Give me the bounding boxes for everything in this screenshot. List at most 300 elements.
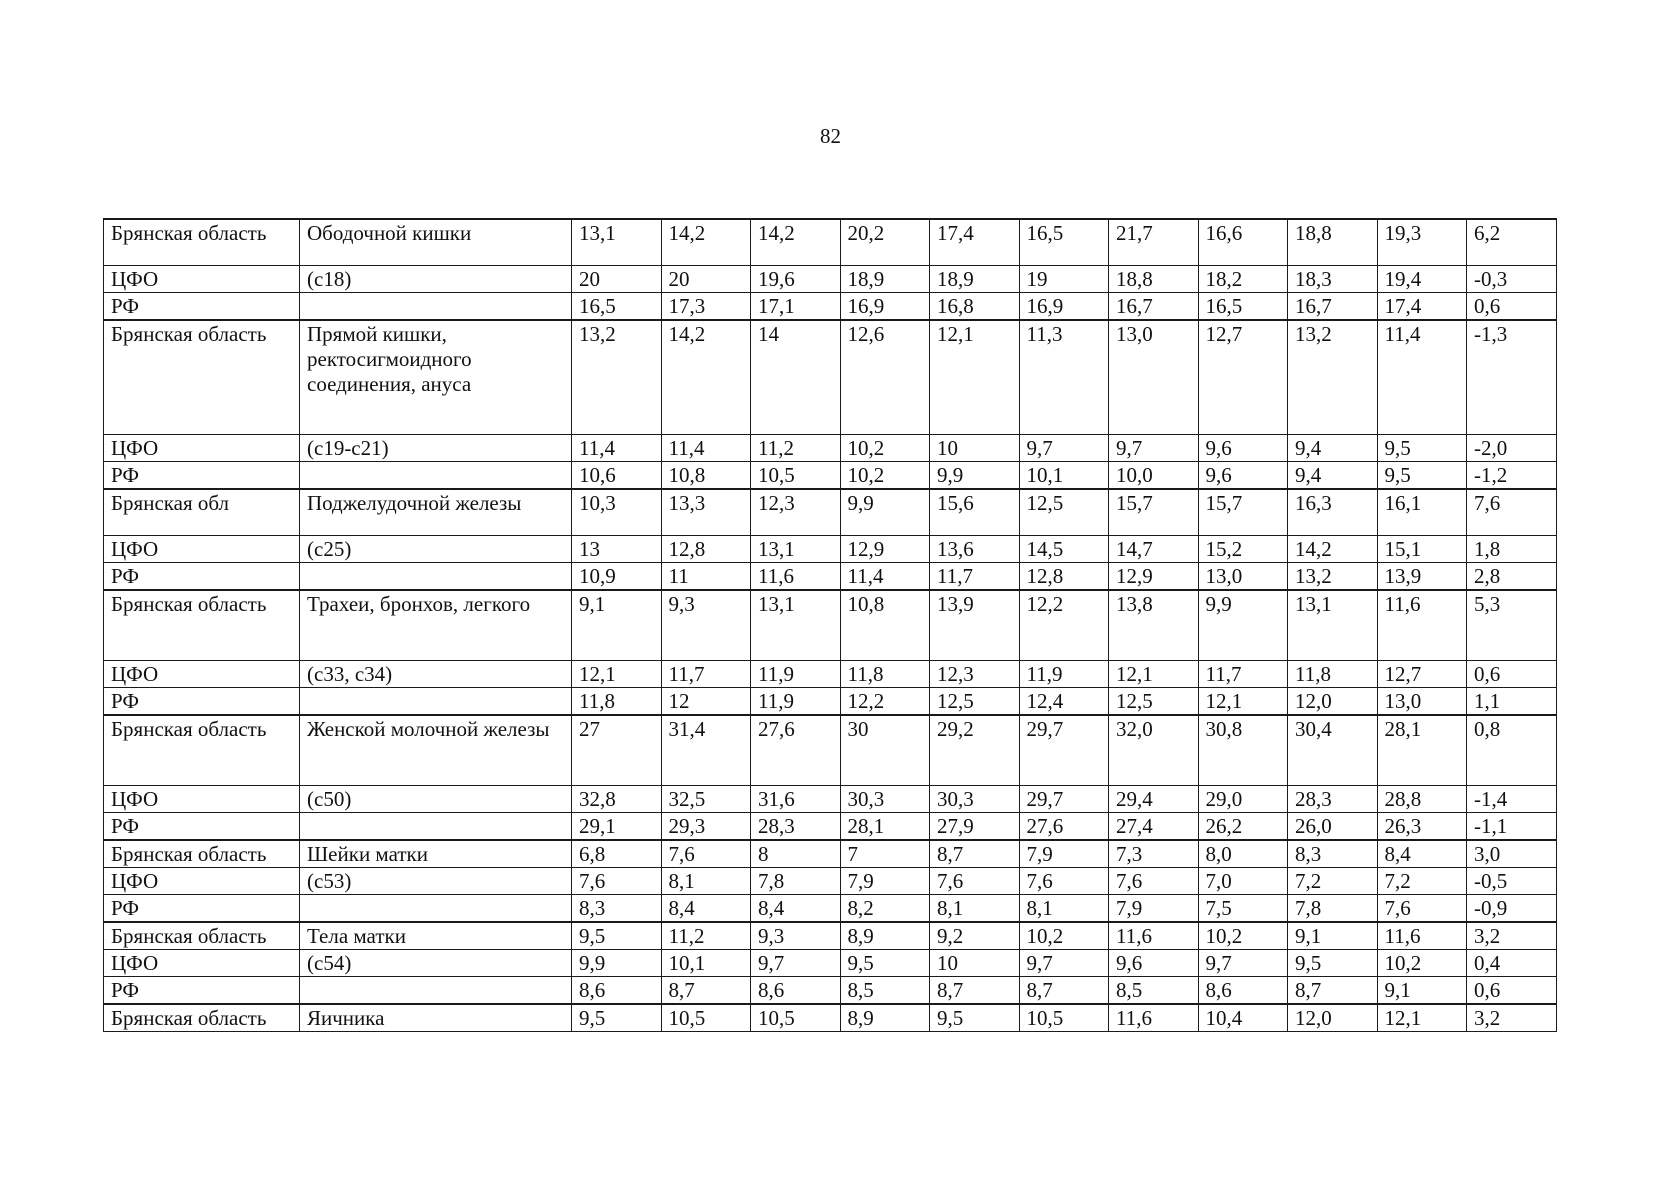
value-cell: 8,9 bbox=[840, 1004, 930, 1032]
value-cell: 13,3 bbox=[661, 489, 751, 536]
value-cell: 11,4 bbox=[661, 435, 751, 462]
table-body bbox=[104, 219, 1557, 1032]
value-cell: 9,7 bbox=[1198, 950, 1288, 977]
table-row bbox=[104, 950, 1557, 977]
table-row bbox=[104, 895, 1557, 923]
value-cell: 18,2 bbox=[1198, 266, 1288, 293]
region-cell: Брянская область bbox=[104, 320, 300, 435]
topic-cell: Женской молочной железы bbox=[300, 715, 572, 786]
value-cell: 17,1 bbox=[751, 293, 841, 321]
value-cell: 7 bbox=[840, 840, 930, 868]
table-row bbox=[104, 462, 1557, 490]
value-cell: 8,6 bbox=[572, 977, 662, 1005]
code-cell bbox=[300, 462, 572, 490]
value-cell: 9,1 bbox=[1288, 922, 1378, 950]
value-cell: 12,7 bbox=[1377, 661, 1467, 688]
value-cell: 13,8 bbox=[1109, 590, 1199, 661]
value-cell: 16,5 bbox=[1198, 293, 1288, 321]
value-cell: 15,6 bbox=[930, 489, 1020, 536]
change-cell: 3,2 bbox=[1467, 922, 1557, 950]
page-number: 82 bbox=[820, 124, 841, 148]
value-cell: 8,3 bbox=[572, 895, 662, 923]
value-cell: 9,4 bbox=[1288, 435, 1378, 462]
value-cell: 13,0 bbox=[1377, 688, 1467, 716]
value-cell: 30,3 bbox=[930, 786, 1020, 813]
value-cell: 7,6 bbox=[930, 868, 1020, 895]
value-cell: 14,2 bbox=[661, 219, 751, 266]
code-cell: (с19-с21) bbox=[300, 435, 572, 462]
value-cell: 6,8 bbox=[572, 840, 662, 868]
table-row bbox=[104, 688, 1557, 716]
value-cell: 10,2 bbox=[1019, 922, 1109, 950]
value-cell: 8,7 bbox=[930, 840, 1020, 868]
value-cell: 13,9 bbox=[930, 590, 1020, 661]
value-cell: 9,3 bbox=[751, 922, 841, 950]
code-cell bbox=[300, 813, 572, 841]
value-cell: 16,9 bbox=[840, 293, 930, 321]
value-cell: 8,3 bbox=[1288, 840, 1378, 868]
change-cell: 0,4 bbox=[1467, 950, 1557, 977]
value-cell: 11,7 bbox=[661, 661, 751, 688]
value-cell: 12,3 bbox=[751, 489, 841, 536]
value-cell: 8,7 bbox=[930, 977, 1020, 1005]
value-cell: 13,2 bbox=[1288, 563, 1378, 591]
change-cell: 0,6 bbox=[1467, 293, 1557, 321]
region-cell: РФ bbox=[104, 688, 300, 716]
value-cell: 12,5 bbox=[1019, 489, 1109, 536]
table-row bbox=[104, 536, 1557, 563]
change-cell: -1,1 bbox=[1467, 813, 1557, 841]
value-cell: 11,6 bbox=[751, 563, 841, 591]
value-cell: 10,1 bbox=[1019, 462, 1109, 490]
value-cell: 7,9 bbox=[840, 868, 930, 895]
value-cell: 11,6 bbox=[1109, 922, 1199, 950]
value-cell: 8 bbox=[751, 840, 841, 868]
code-cell: (с25) bbox=[300, 536, 572, 563]
value-cell: 17,4 bbox=[930, 219, 1020, 266]
value-cell: 16,5 bbox=[1019, 219, 1109, 266]
code-cell: (с33, с34) bbox=[300, 661, 572, 688]
value-cell: 29,7 bbox=[1019, 786, 1109, 813]
value-cell: 8,1 bbox=[930, 895, 1020, 923]
region-cell: РФ bbox=[104, 813, 300, 841]
code-cell: (с54) bbox=[300, 950, 572, 977]
value-cell: 8,1 bbox=[661, 868, 751, 895]
change-cell: -0,5 bbox=[1467, 868, 1557, 895]
value-cell: 11,4 bbox=[1377, 320, 1467, 435]
region-cell: Брянская обл bbox=[104, 489, 300, 536]
value-cell: 16,7 bbox=[1109, 293, 1199, 321]
table-row bbox=[104, 813, 1557, 841]
topic-cell: Яичника bbox=[300, 1004, 572, 1032]
value-cell: 12,1 bbox=[1377, 1004, 1467, 1032]
value-cell: 9,5 bbox=[1377, 462, 1467, 490]
value-cell: 11,9 bbox=[751, 661, 841, 688]
value-cell: 13,1 bbox=[751, 536, 841, 563]
change-cell: 1,8 bbox=[1467, 536, 1557, 563]
value-cell: 9,6 bbox=[1198, 435, 1288, 462]
change-cell: -1,4 bbox=[1467, 786, 1557, 813]
value-cell: 10,0 bbox=[1109, 462, 1199, 490]
value-cell: 11,9 bbox=[1019, 661, 1109, 688]
change-cell: 0,6 bbox=[1467, 977, 1557, 1005]
value-cell: 8,2 bbox=[840, 895, 930, 923]
value-cell: 9,9 bbox=[1198, 590, 1288, 661]
value-cell: 13,0 bbox=[1109, 320, 1199, 435]
change-cell: 2,8 bbox=[1467, 563, 1557, 591]
value-cell: 30,4 bbox=[1288, 715, 1378, 786]
value-cell: 8,0 bbox=[1198, 840, 1288, 868]
table-row bbox=[104, 868, 1557, 895]
change-cell: 6,2 bbox=[1467, 219, 1557, 266]
value-cell: 7,2 bbox=[1288, 868, 1378, 895]
value-cell: 7,9 bbox=[1109, 895, 1199, 923]
value-cell: 29,2 bbox=[930, 715, 1020, 786]
value-cell: 27,9 bbox=[930, 813, 1020, 841]
value-cell: 8,4 bbox=[1377, 840, 1467, 868]
region-cell: ЦФО bbox=[104, 661, 300, 688]
value-cell: 29,4 bbox=[1109, 786, 1199, 813]
table-row bbox=[104, 320, 1557, 435]
value-cell: 10,2 bbox=[1377, 950, 1467, 977]
region-cell: Брянская область bbox=[104, 1004, 300, 1032]
value-cell: 7,8 bbox=[751, 868, 841, 895]
table-row bbox=[104, 590, 1557, 661]
value-cell: 17,3 bbox=[661, 293, 751, 321]
change-cell: -1,2 bbox=[1467, 462, 1557, 490]
change-cell: 7,6 bbox=[1467, 489, 1557, 536]
value-cell: 7,8 bbox=[1288, 895, 1378, 923]
table-row bbox=[104, 293, 1557, 321]
value-cell: 12,5 bbox=[1109, 688, 1199, 716]
value-cell: 16,3 bbox=[1288, 489, 1378, 536]
value-cell: 14,2 bbox=[661, 320, 751, 435]
value-cell: 27 bbox=[572, 715, 662, 786]
table-row bbox=[104, 219, 1557, 266]
value-cell: 9,7 bbox=[751, 950, 841, 977]
value-cell: 28,1 bbox=[1377, 715, 1467, 786]
region-cell: Брянская область bbox=[104, 922, 300, 950]
value-cell: 9,6 bbox=[1198, 462, 1288, 490]
value-cell: 12,4 bbox=[1019, 688, 1109, 716]
topic-cell: Прямой кишки, ректосигмоидного соединения, ануса bbox=[300, 320, 572, 435]
table-row bbox=[104, 922, 1557, 950]
value-cell: 20 bbox=[661, 266, 751, 293]
table-row bbox=[104, 977, 1557, 1005]
change-cell: -1,3 bbox=[1467, 320, 1557, 435]
value-cell: 13,9 bbox=[1377, 563, 1467, 591]
topic-cell: Тела матки bbox=[300, 922, 572, 950]
value-cell: 11,8 bbox=[840, 661, 930, 688]
region-cell: РФ bbox=[104, 293, 300, 321]
code-cell bbox=[300, 563, 572, 591]
value-cell: 10,5 bbox=[751, 462, 841, 490]
value-cell: 31,4 bbox=[661, 715, 751, 786]
value-cell: 32,0 bbox=[1109, 715, 1199, 786]
change-cell: 0,6 bbox=[1467, 661, 1557, 688]
value-cell: 9,2 bbox=[930, 922, 1020, 950]
value-cell: 19,6 bbox=[751, 266, 841, 293]
value-cell: 12,6 bbox=[840, 320, 930, 435]
value-cell: 17,4 bbox=[1377, 293, 1467, 321]
topic-cell: Ободочной кишки bbox=[300, 219, 572, 266]
value-cell: 8,4 bbox=[661, 895, 751, 923]
value-cell: 9,3 bbox=[661, 590, 751, 661]
value-cell: 15,2 bbox=[1198, 536, 1288, 563]
value-cell: 15,1 bbox=[1377, 536, 1467, 563]
value-cell: 8,6 bbox=[751, 977, 841, 1005]
value-cell: 10,5 bbox=[1019, 1004, 1109, 1032]
value-cell: 16,8 bbox=[930, 293, 1020, 321]
change-cell: 5,3 bbox=[1467, 590, 1557, 661]
value-cell: 7,5 bbox=[1198, 895, 1288, 923]
value-cell: 21,7 bbox=[1109, 219, 1199, 266]
value-cell: 12,1 bbox=[572, 661, 662, 688]
region-cell: ЦФО bbox=[104, 786, 300, 813]
value-cell: 12,1 bbox=[1198, 688, 1288, 716]
change-cell: 1,1 bbox=[1467, 688, 1557, 716]
value-cell: 7,3 bbox=[1109, 840, 1199, 868]
region-cell: Брянская область bbox=[104, 715, 300, 786]
value-cell: 14,7 bbox=[1109, 536, 1199, 563]
code-cell bbox=[300, 977, 572, 1005]
value-cell: 7,2 bbox=[1377, 868, 1467, 895]
value-cell: 12,8 bbox=[661, 536, 751, 563]
value-cell: 11,4 bbox=[572, 435, 662, 462]
value-cell: 32,8 bbox=[572, 786, 662, 813]
code-cell: (с53) bbox=[300, 868, 572, 895]
change-cell: -2,0 bbox=[1467, 435, 1557, 462]
region-cell: ЦФО bbox=[104, 266, 300, 293]
value-cell: 11,4 bbox=[840, 563, 930, 591]
value-cell: 18,8 bbox=[1109, 266, 1199, 293]
value-cell: 14,2 bbox=[1288, 536, 1378, 563]
value-cell: 14,5 bbox=[1019, 536, 1109, 563]
value-cell: 26,0 bbox=[1288, 813, 1378, 841]
value-cell: 10,2 bbox=[840, 435, 930, 462]
region-cell: ЦФО bbox=[104, 950, 300, 977]
value-cell: 15,7 bbox=[1198, 489, 1288, 536]
value-cell: 13 bbox=[572, 536, 662, 563]
value-cell: 14 bbox=[751, 320, 841, 435]
value-cell: 13,1 bbox=[1288, 590, 1378, 661]
value-cell: 9,7 bbox=[1109, 435, 1199, 462]
value-cell: 12,1 bbox=[930, 320, 1020, 435]
region-cell: ЦФО bbox=[104, 868, 300, 895]
region-cell: РФ bbox=[104, 895, 300, 923]
value-cell: 11,2 bbox=[751, 435, 841, 462]
value-cell: 7,0 bbox=[1198, 868, 1288, 895]
value-cell: 13,2 bbox=[1288, 320, 1378, 435]
value-cell: 13,1 bbox=[751, 590, 841, 661]
value-cell: 19,4 bbox=[1377, 266, 1467, 293]
value-cell: 11,6 bbox=[1377, 590, 1467, 661]
value-cell: 8,1 bbox=[1019, 895, 1109, 923]
value-cell: 8,5 bbox=[1109, 977, 1199, 1005]
value-cell: 9,5 bbox=[840, 950, 930, 977]
value-cell: 29,1 bbox=[572, 813, 662, 841]
table-row bbox=[104, 489, 1557, 536]
region-cell: Брянская область bbox=[104, 590, 300, 661]
value-cell: 11,8 bbox=[1288, 661, 1378, 688]
change-cell: -0,3 bbox=[1467, 266, 1557, 293]
value-cell: 15,7 bbox=[1109, 489, 1199, 536]
value-cell: 7,9 bbox=[1019, 840, 1109, 868]
value-cell: 20,2 bbox=[840, 219, 930, 266]
value-cell: 7,6 bbox=[1377, 895, 1467, 923]
code-cell: (с50) bbox=[300, 786, 572, 813]
value-cell: 8,7 bbox=[661, 977, 751, 1005]
value-cell: 12,7 bbox=[1198, 320, 1288, 435]
value-cell: 16,1 bbox=[1377, 489, 1467, 536]
value-cell: 12,2 bbox=[840, 688, 930, 716]
value-cell: 16,6 bbox=[1198, 219, 1288, 266]
value-cell: 9,1 bbox=[572, 590, 662, 661]
topic-cell: Трахеи, бронхов, легкого bbox=[300, 590, 572, 661]
value-cell: 9,4 bbox=[1288, 462, 1378, 490]
table-row bbox=[104, 266, 1557, 293]
value-cell: 14,2 bbox=[751, 219, 841, 266]
value-cell: 8,9 bbox=[840, 922, 930, 950]
region-cell: ЦФО bbox=[104, 536, 300, 563]
value-cell: 30 bbox=[840, 715, 930, 786]
value-cell: 27,6 bbox=[751, 715, 841, 786]
value-cell: 12,9 bbox=[1109, 563, 1199, 591]
value-cell: 12,0 bbox=[1288, 1004, 1378, 1032]
value-cell: 9,5 bbox=[572, 922, 662, 950]
value-cell: 18,3 bbox=[1288, 266, 1378, 293]
value-cell: 26,3 bbox=[1377, 813, 1467, 841]
table-row bbox=[104, 840, 1557, 868]
value-cell: 9,1 bbox=[1377, 977, 1467, 1005]
value-cell: 11,7 bbox=[1198, 661, 1288, 688]
code-cell bbox=[300, 688, 572, 716]
change-cell: 3,2 bbox=[1467, 1004, 1557, 1032]
value-cell: 16,9 bbox=[1019, 293, 1109, 321]
value-cell: 7,6 bbox=[661, 840, 751, 868]
value-cell: 8,7 bbox=[1288, 977, 1378, 1005]
value-cell: 13,0 bbox=[1198, 563, 1288, 591]
value-cell: 9,7 bbox=[1019, 950, 1109, 977]
value-cell: 30,3 bbox=[840, 786, 930, 813]
value-cell: 11,3 bbox=[1019, 320, 1109, 435]
value-cell: 29,0 bbox=[1198, 786, 1288, 813]
value-cell: 10,3 bbox=[572, 489, 662, 536]
value-cell: 11,7 bbox=[930, 563, 1020, 591]
value-cell: 9,7 bbox=[1019, 435, 1109, 462]
table-row bbox=[104, 661, 1557, 688]
value-cell: 13,1 bbox=[572, 219, 662, 266]
value-cell: 13,6 bbox=[930, 536, 1020, 563]
region-cell: Брянская область bbox=[104, 219, 300, 266]
value-cell: 18,9 bbox=[840, 266, 930, 293]
value-cell: 10,5 bbox=[751, 1004, 841, 1032]
value-cell: 9,5 bbox=[930, 1004, 1020, 1032]
value-cell: 10 bbox=[930, 435, 1020, 462]
region-cell: РФ bbox=[104, 563, 300, 591]
value-cell: 12,2 bbox=[1019, 590, 1109, 661]
topic-cell: Поджелудочной железы bbox=[300, 489, 572, 536]
value-cell: 10 bbox=[930, 950, 1020, 977]
value-cell: 28,8 bbox=[1377, 786, 1467, 813]
value-cell: 10,5 bbox=[661, 1004, 751, 1032]
code-cell: (с18) bbox=[300, 266, 572, 293]
value-cell: 11 bbox=[661, 563, 751, 591]
value-cell: 16,7 bbox=[1288, 293, 1378, 321]
value-cell: 9,5 bbox=[572, 1004, 662, 1032]
region-cell: Брянская область bbox=[104, 840, 300, 868]
value-cell: 29,3 bbox=[661, 813, 751, 841]
value-cell: 19 bbox=[1019, 266, 1109, 293]
region-cell: РФ bbox=[104, 462, 300, 490]
table-row bbox=[104, 435, 1557, 462]
value-cell: 29,7 bbox=[1019, 715, 1109, 786]
value-cell: 8,5 bbox=[840, 977, 930, 1005]
region-cell: РФ bbox=[104, 977, 300, 1005]
value-cell: 18,8 bbox=[1288, 219, 1378, 266]
table-row bbox=[104, 1004, 1557, 1032]
value-cell: 16,5 bbox=[572, 293, 662, 321]
value-cell: 9,9 bbox=[930, 462, 1020, 490]
value-cell: 12,0 bbox=[1288, 688, 1378, 716]
value-cell: 9,5 bbox=[1377, 435, 1467, 462]
change-cell: -0,9 bbox=[1467, 895, 1557, 923]
value-cell: 7,6 bbox=[1019, 868, 1109, 895]
value-cell: 10,8 bbox=[661, 462, 751, 490]
value-cell: 11,2 bbox=[661, 922, 751, 950]
value-cell: 30,8 bbox=[1198, 715, 1288, 786]
change-cell: 0,8 bbox=[1467, 715, 1557, 786]
value-cell: 10,6 bbox=[572, 462, 662, 490]
value-cell: 26,2 bbox=[1198, 813, 1288, 841]
value-cell: 10,1 bbox=[661, 950, 751, 977]
value-cell: 8,7 bbox=[1019, 977, 1109, 1005]
value-cell: 10,2 bbox=[1198, 922, 1288, 950]
value-cell: 18,9 bbox=[930, 266, 1020, 293]
value-cell: 9,5 bbox=[1288, 950, 1378, 977]
region-cell: ЦФО bbox=[104, 435, 300, 462]
value-cell: 32,5 bbox=[661, 786, 751, 813]
value-cell: 12,1 bbox=[1109, 661, 1199, 688]
value-cell: 28,3 bbox=[1288, 786, 1378, 813]
value-cell: 12,5 bbox=[930, 688, 1020, 716]
table-row bbox=[104, 786, 1557, 813]
value-cell: 11,6 bbox=[1377, 922, 1467, 950]
value-cell: 12,9 bbox=[840, 536, 930, 563]
value-cell: 13,2 bbox=[572, 320, 662, 435]
incidence-table bbox=[103, 218, 1557, 1032]
change-cell: 3,0 bbox=[1467, 840, 1557, 868]
value-cell: 12 bbox=[661, 688, 751, 716]
value-cell: 27,6 bbox=[1019, 813, 1109, 841]
code-cell bbox=[300, 895, 572, 923]
value-cell: 11,9 bbox=[751, 688, 841, 716]
value-cell: 27,4 bbox=[1109, 813, 1199, 841]
value-cell: 12,8 bbox=[1019, 563, 1109, 591]
value-cell: 11,8 bbox=[572, 688, 662, 716]
code-cell bbox=[300, 293, 572, 321]
value-cell: 10,2 bbox=[840, 462, 930, 490]
value-cell: 28,3 bbox=[751, 813, 841, 841]
value-cell: 9,9 bbox=[840, 489, 930, 536]
value-cell: 12,3 bbox=[930, 661, 1020, 688]
table-row bbox=[104, 563, 1557, 591]
value-cell: 7,6 bbox=[1109, 868, 1199, 895]
value-cell: 8,6 bbox=[1198, 977, 1288, 1005]
value-cell: 10,9 bbox=[572, 563, 662, 591]
value-cell: 9,6 bbox=[1109, 950, 1199, 977]
value-cell: 8,4 bbox=[751, 895, 841, 923]
